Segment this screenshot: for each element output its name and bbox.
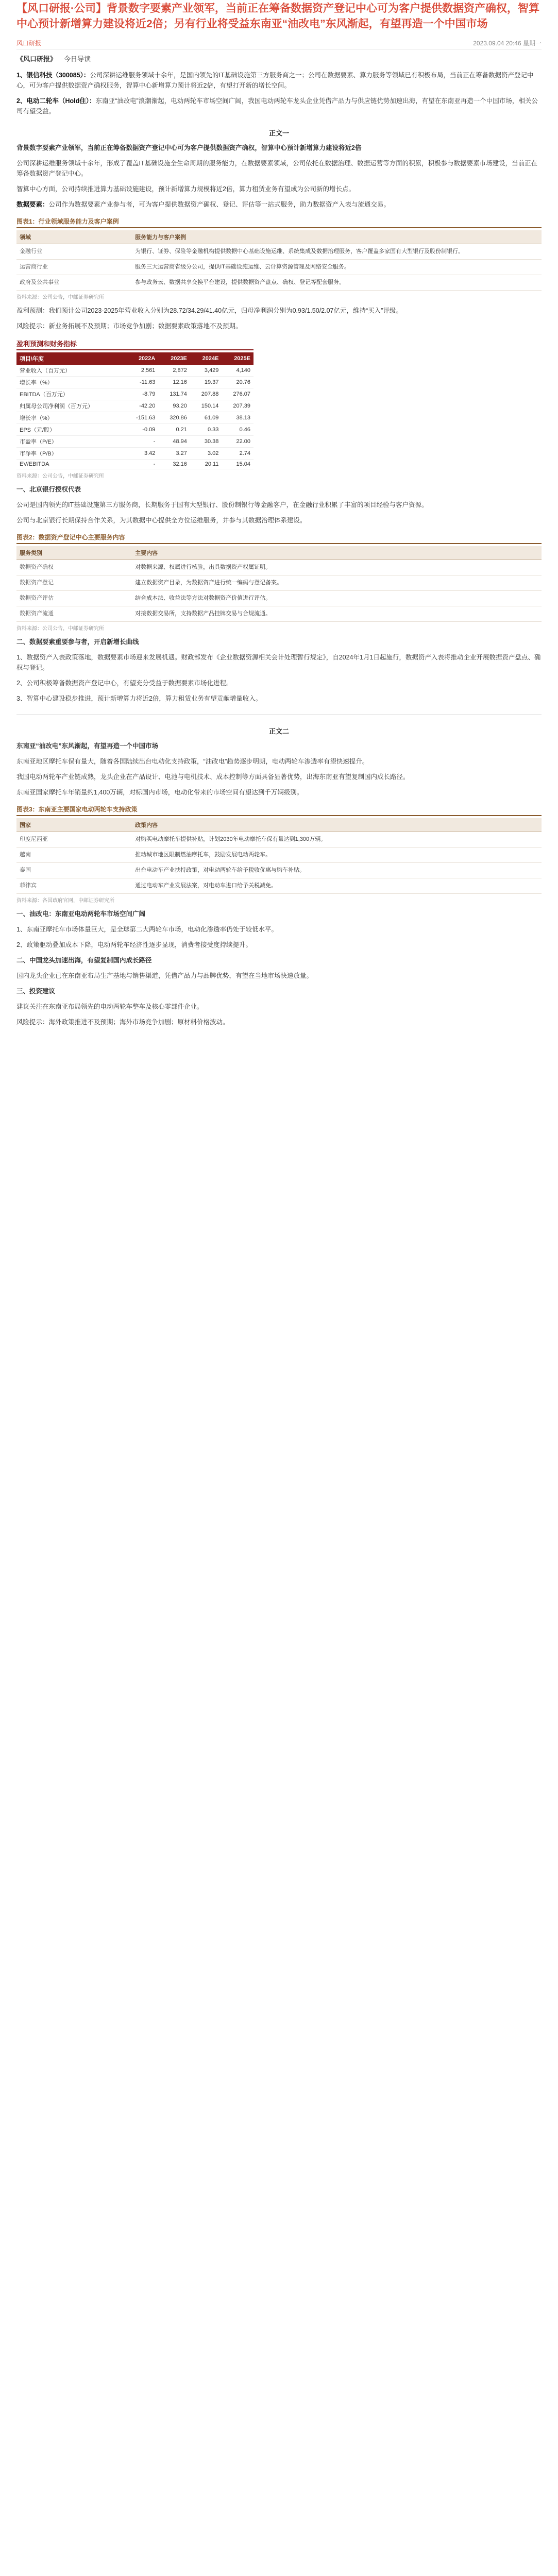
- table-cell: 增长率（%）: [16, 412, 124, 423]
- section-1c-paragraph: 公司与北京银行长期保持合作关系，为其数据中心提供全方位运维服务，并参与其数据治理体系建设。: [16, 516, 307, 524]
- section-1b-paragraph: 盈利预测：我们预计公司2023-2025年营业收入分别为28.72/34.29/41.40亿元，归母净利润分别为0.93/1.50/2.07亿元，维持“买入”评级。: [16, 307, 402, 314]
- table-cell: 15.04: [222, 459, 253, 469]
- table-header-row: [16, 546, 542, 560]
- table-cell: 数据资产登记: [16, 575, 132, 590]
- section-1b-paragraph: 风险提示：新业务拓展不及预期；市场竞争加剧；数据要素政策落地不及预期。: [16, 322, 242, 330]
- figure-1: [16, 217, 542, 300]
- section-1d-paragraph: 3、智算中心建设稳步推进，预计新增算力将近2倍，算力租赁业务有望贡献增量收入。: [16, 694, 262, 702]
- section-2-paragraph: 我国电动两轮车产业链成熟，龙头企业在产品设计、电池与电机技术、成本控制等方面具备显著优势，出海东南亚有望复制国内成长路径。: [16, 773, 410, 781]
- article-meta: [16, 38, 542, 49]
- lead-section: [16, 54, 542, 116]
- table-cell: 数据资产评估: [16, 590, 132, 606]
- table-row: [16, 878, 542, 893]
- table-header: 主要内容: [132, 546, 542, 560]
- table-row: [16, 376, 253, 388]
- figure-2: [16, 533, 542, 632]
- section-1c-paragraph: 公司是国内领先的IT基础设施第三方服务商，长期服务于国有大型银行、股份制银行等金融客户，在金融行业积累了丰富的项目经验与客户资源。: [16, 501, 428, 509]
- section-divider: [16, 714, 542, 715]
- figure-3: [16, 805, 542, 904]
- table-cell: 150.14: [190, 400, 222, 412]
- table-cell: 通过电动车产业发展法案，对电动车进口给予关税减免。: [132, 878, 542, 893]
- table-cell: 3.27: [158, 447, 190, 459]
- lead-item-2-text: 东南亚“油改电”浪潮渐起，电动两轮车市场空间广阔，我国电动两轮车龙头企业凭借产品力与供应链优势加速出海，有望在东南亚再造一个中国市场，相关公司有望受益。: [16, 97, 538, 115]
- table-row: [16, 259, 542, 275]
- table-cell: 30.38: [190, 435, 222, 447]
- table-cell: 结合成本法、收益法等方法对数据资产价值进行评估。: [132, 590, 542, 606]
- table-row: [16, 606, 542, 621]
- financial-forecast-source: 资料来源：公司公告，中邮证券研究所: [16, 473, 104, 479]
- table-cell: 20.11: [190, 459, 222, 469]
- table-cell: 38.13: [222, 412, 253, 423]
- table-header: 2022A: [124, 352, 158, 365]
- table-cell: 0.21: [158, 423, 190, 435]
- table-row: [16, 435, 253, 447]
- table-cell: 对购买电动摩托车提供补贴，计划2030年电动摩托车保有量达到1,300万辆。: [132, 832, 542, 847]
- section-heading-2: 正文二: [268, 727, 289, 735]
- lead-item-1-title[interactable]: 1、银信科技（300085）：: [16, 71, 90, 79]
- section-heading-1: 正文一: [268, 129, 289, 137]
- table-row: [16, 862, 542, 878]
- table-row: [16, 365, 253, 377]
- subsection-heading: 三、投资建议: [16, 987, 56, 995]
- table-cell: 营业收入（百万元）: [16, 365, 124, 377]
- table-header-row: [16, 230, 542, 244]
- table-cell: 19.37: [190, 376, 222, 388]
- table-row: [16, 832, 542, 847]
- figure-3-source: 资料来源：各国政府官网，中邮证券研究所: [16, 897, 114, 904]
- table-cell: 市净率（P/B）: [16, 447, 124, 459]
- table-cell: EPS（元/股）: [16, 423, 124, 435]
- section-1d-paragraph: 1、数据资产入表政策落地，数据要素市场迎来发展机遇。财政部发布《企业数据资源相关会计处理暂行规定》，自2024年1月1日起施行，数据资产入表将推动企业开展数据资产盘点、确权与登记。: [16, 653, 541, 671]
- financial-forecast: [16, 338, 253, 479]
- source-label[interactable]: 风口研报: [16, 40, 42, 47]
- table-cell: 印度尼西亚: [16, 832, 132, 847]
- lead-tag-label: 《风口研报》: [16, 55, 57, 63]
- table-cell: -: [124, 435, 158, 447]
- table-cell: 服务三大运营商省级分公司，提供IT基础设施运维、云计算资源管理及网络安全服务。: [132, 259, 542, 275]
- table-cell: -8.79: [124, 388, 158, 400]
- table-header-row: [16, 352, 253, 365]
- table-cell: 207.39: [222, 400, 253, 412]
- table-row: [16, 275, 542, 290]
- table-header-row: [16, 818, 542, 832]
- section-1-paragraph: 智算中心方面，公司持续推进算力基础设施建设，预计新增算力规模将近2倍，算力租赁业务有望成为公司新的增长点。: [16, 185, 355, 193]
- section-2-lead: 东南亚“油改电”东风渐起，有望再造一个中国市场: [16, 742, 159, 750]
- table-cell: EV/EBITDA: [16, 459, 124, 469]
- table-cell: 207.88: [190, 388, 222, 400]
- article-headline: 【风口研报·公司】背景数字要素产业领军，当前正在筹备数据资产登记中心可为客户提供数据资产确权，智算中心预计新增算力建设将近2倍；另有行业将受益东南亚“油改电”东风渐起，有望再造一个中国市场: [16, 3, 539, 30]
- section-2b-paragraph: 风险提示：海外政策推进不及预期；海外市场竞争加剧；原材料价格波动。: [16, 1018, 229, 1026]
- table-row: [16, 388, 253, 400]
- table-cell: 3.02: [190, 447, 222, 459]
- table-row: [16, 560, 542, 575]
- table-row: [16, 423, 253, 435]
- lead-item-1-text: 公司深耕运维服务领域十余年，是国内领先的IT基础设施第三方服务商之一；公司在数据要素、算力服务等领域已有积极布局，当前正在筹备数据资产登记中心，可为客户提供数据资产确权服务，智算中心新增算力预计将近2倍，有望打开新的增长空间。: [16, 71, 534, 89]
- table-header: 2025E: [222, 352, 253, 365]
- table-cell: 市盈率（P/E）: [16, 435, 124, 447]
- section-1-paragraph: 公司深耕运维服务领域十余年，形成了覆盖IT基础设施全生命周期的服务能力，在数据要素领域，公司依托在数据治理、数据运营等方面的积累，积极参与数据要素市场建设，当前正在筹备数据资产登记中心。: [16, 159, 538, 177]
- table-cell: 61.09: [190, 412, 222, 423]
- table-cell: 276.07: [222, 388, 253, 400]
- table-cell: 归属母公司净利润（百万元）: [16, 400, 124, 412]
- table-cell: 泰国: [16, 862, 132, 878]
- table-row: [16, 412, 253, 423]
- table-cell: 4,140: [222, 365, 253, 377]
- figure-2-table: [16, 546, 542, 622]
- table-cell: 出台电动车产业扶持政策，对电动两轮车给予税收优惠与购车补贴。: [132, 862, 542, 878]
- subsection-heading: 二、中国龙头加速出海，有望复制国内成长路径: [16, 956, 152, 964]
- subsection-heading: 一、油改电：东南亚电动两轮车市场空间广阔: [16, 910, 146, 918]
- financial-forecast-table: [16, 352, 253, 469]
- lead-item-2: [16, 96, 542, 116]
- table-row: [16, 459, 253, 469]
- lead-tag: [16, 54, 542, 65]
- section-2-paragraph: 东南亚地区摩托车保有量大，随着各国陆续出台电动化支持政策，“油改电”趋势逐步明朗，电动两轮车渗透率有望快速提升。: [16, 757, 369, 765]
- table-cell: 12.16: [158, 376, 190, 388]
- table-cell: 2,561: [124, 365, 158, 377]
- table-header: 服务类别: [16, 546, 132, 560]
- table-cell: 20.76: [222, 376, 253, 388]
- lead-item-2-title[interactable]: 2、电动二轮车（Hold住）：: [16, 97, 96, 105]
- table-cell: 为银行、证券、保险等金融机构提供数据中心基础设施运维、系统集成及数据治理服务，客户覆盖多家国有大型银行及股份制银行。: [132, 244, 542, 259]
- section-2-paragraph: 东南亚国家摩托车年销量约1,400万辆，对标国内市场，电动化带来的市场空间有望达到千万辆级别。: [16, 788, 303, 796]
- table-cell: 2.74: [222, 447, 253, 459]
- table-header: 项目\年度: [16, 352, 124, 365]
- table-cell: 建立数据资产目录，为数据资产进行统一编码与登记备案。: [132, 575, 542, 590]
- table-row: [16, 447, 253, 459]
- figure-1-table: [16, 230, 542, 291]
- table-header: 2024E: [190, 352, 222, 365]
- figure-1-caption: 图表1：行业领域服务能力及客户案例: [16, 217, 542, 228]
- lead-tag-text: 今日导读: [64, 55, 91, 63]
- figure-3-table: [16, 818, 542, 894]
- table-cell: -: [124, 459, 158, 469]
- table-row: [16, 847, 542, 862]
- table-cell: 对数据来源、权属进行核验，出具数据资产权属证明。: [132, 560, 542, 575]
- table-cell: 数据资产流通: [16, 606, 132, 621]
- table-row: [16, 575, 542, 590]
- table-header: 2023E: [158, 352, 190, 365]
- publish-date: 2023.09.04 20:46 星期一: [473, 40, 542, 47]
- figure-1-source: 资料来源：公司公告，中邮证券研究所: [16, 294, 104, 300]
- section-2b-paragraph: 2、政策驱动叠加成本下降，电动两轮车经济性逐步显现，消费者接受度持续提升。: [16, 941, 252, 948]
- table-cell: 0.33: [190, 423, 222, 435]
- table-cell: 越南: [16, 847, 132, 862]
- table-cell: -42.20: [124, 400, 158, 412]
- figure-2-source: 资料来源：公司公告，中邮证券研究所: [16, 625, 104, 632]
- table-cell: 93.20: [158, 400, 190, 412]
- table-cell: 运营商行业: [16, 259, 132, 275]
- table-cell: 3.42: [124, 447, 158, 459]
- subsection-heading: 二、数据要素重要参与者，开启新增长曲线: [16, 638, 139, 646]
- table-cell: 金融行业: [16, 244, 132, 259]
- financial-forecast-title: 盈利预测和财务指标: [16, 338, 253, 350]
- subsection-heading: 一、北京银行授权代表: [16, 485, 81, 493]
- table-cell: 320.86: [158, 412, 190, 423]
- table-row: [16, 400, 253, 412]
- table-cell: 政府及公共事业: [16, 275, 132, 290]
- table-cell: EBITDA（百万元）: [16, 388, 124, 400]
- section-1d-paragraph: 2、公司积极筹备数据资产登记中心，有望充分受益于数据要素市场化进程。: [16, 679, 233, 687]
- table-row: [16, 244, 542, 259]
- table-cell: 48.94: [158, 435, 190, 447]
- table-cell: 3,429: [190, 365, 222, 377]
- table-cell: 131.74: [158, 388, 190, 400]
- table-cell: 菲律宾: [16, 878, 132, 893]
- section-1-lead: 背景数字要素产业领军，当前正在筹备数据资产登记中心可为客户提供数据资产确权，智算中心预计新增算力建设将近2倍: [16, 144, 362, 151]
- table-cell: -151.63: [124, 412, 158, 423]
- table-cell: 数据资产确权: [16, 560, 132, 575]
- table-cell: 0.46: [222, 423, 253, 435]
- section-2b-paragraph: 国内龙头企业已在东南亚布局生产基地与销售渠道，凭借产品力与品牌优势，有望在当地市场快速放量。: [16, 972, 313, 979]
- section-1-paragraph: [16, 199, 542, 210]
- section-2b-paragraph: 1、东南亚摩托车市场体量巨大，是全球第二大两轮车市场，电动化渗透率仍处于较低水平。: [16, 925, 278, 933]
- table-header: 服务能力与客户案例: [132, 230, 542, 244]
- figure-2-caption: 图表2：数据资产登记中心主要服务内容: [16, 533, 542, 544]
- table-header: 国家: [16, 818, 132, 832]
- table-cell: 2,872: [158, 365, 190, 377]
- table-cell: 32.16: [158, 459, 190, 469]
- lead-item-1: [16, 70, 542, 91]
- table-cell: -0.09: [124, 423, 158, 435]
- table-row: [16, 590, 542, 606]
- table-cell: 对接数据交易所，支持数据产品挂牌交易与合规流通。: [132, 606, 542, 621]
- table-cell: -11.63: [124, 376, 158, 388]
- table-cell: 推动城市地区限制燃油摩托车，鼓励发展电动两轮车。: [132, 847, 542, 862]
- table-header: 政策内容: [132, 818, 542, 832]
- figure-3-caption: 图表3：东南亚主要国家电动两轮车支持政策: [16, 805, 542, 816]
- section-1-label: 数据要素：: [16, 200, 49, 208]
- table-header: 领域: [16, 230, 132, 244]
- table-cell: 参与政务云、数据共享交换平台建设，提供数据资产盘点、确权、登记等配套服务。: [132, 275, 542, 290]
- section-1-text: 公司作为数据要素产业参与者，可为客户提供数据资产确权、登记、评估等一站式服务，助力数据资产入表与流通交易。: [48, 200, 391, 208]
- table-cell: 增长率（%）: [16, 376, 124, 388]
- table-cell: 22.00: [222, 435, 253, 447]
- section-2b-paragraph: 建议关注在东南亚布局领先的电动两轮车整车及核心零部件企业。: [16, 1003, 204, 1010]
